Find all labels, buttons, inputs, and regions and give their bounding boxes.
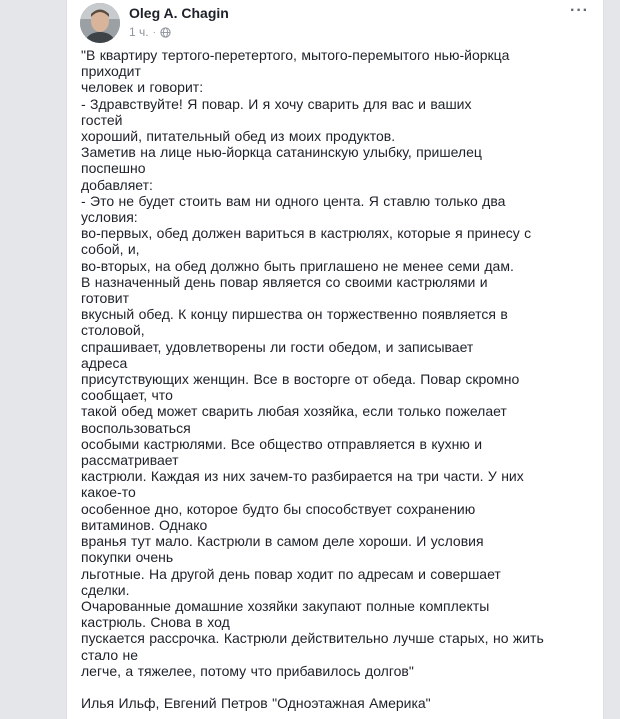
paragraph-gap <box>81 679 541 695</box>
avatar-photo-icon <box>80 3 120 43</box>
post-line: спрашивает, удовлетворены ли гости обедом, и записывает <box>81 338 474 355</box>
post-line: такой обед может сварить любая хозяйка, если только пожелает <box>81 403 507 420</box>
post-line: приходит <box>81 63 141 80</box>
post-line: человек и говорит: <box>81 79 204 96</box>
post-line: присутствующих женщин. Все в восторге от обеда. Повар скромно <box>81 371 520 388</box>
post-line: воспользоваться <box>81 419 191 436</box>
post-line: льготные. На другой день повар ходит по адресам и совершает <box>81 565 501 582</box>
left-background <box>0 0 66 719</box>
post-line: сообщает, что <box>81 387 173 404</box>
post-meta <box>129 25 171 39</box>
post-line: кастрюли. Каждая из них зачем-то разбирается на три части. У них <box>81 468 524 485</box>
post-line: В назначенный день повар является со своими кастрюлями и <box>81 273 488 290</box>
post-line: добавляет: <box>81 176 153 193</box>
right-background <box>604 0 620 719</box>
post-line: во-первых, обед должен вариться в кастрюлях, которые я принесу с <box>81 225 532 242</box>
post-line: во-вторых, на обед должно быть приглашено не менее семи дам. <box>81 257 514 274</box>
post-card <box>66 0 604 719</box>
post-line: Заметив на лице нью-йоркца сатанинскую улыбку, пришелец <box>81 144 482 161</box>
post-line: вкусный обед. К концу пиршества он торжественно появляется в <box>81 306 508 323</box>
post-line: легче, а тяжелее, потому что прибавилось долгов" <box>81 662 414 679</box>
post-line: особыми кастрюлями. Все общество отправляется в кухню и <box>81 435 483 452</box>
post-line: кастрюль. Снова в ход <box>81 614 230 631</box>
post-line: вранья тут мало. Кастрюли в самом деле хороши. И условия <box>81 533 484 550</box>
post-line: - Это не будет стоить вам ни одного цента. Я ставлю только два <box>81 192 506 209</box>
post-line: витаминов. Однако <box>81 516 208 533</box>
post-line: Очарованные домашние хозяйки закупают полные комплекты <box>81 597 490 614</box>
more-options-button[interactable]: ··· <box>570 2 589 19</box>
post-line: стало не <box>81 646 139 663</box>
post-line: "В квартиру тертого-перетертого, мытого-перемытого нью-йоркца <box>81 47 510 63</box>
post-line: готовит <box>81 290 129 307</box>
post-text <box>81 47 544 711</box>
globe-icon[interactable] <box>160 27 171 38</box>
post-line: покупки очень <box>81 549 174 566</box>
post-line: сделки. <box>81 581 130 598</box>
post-line: пускается рассрочка. Кастрюли действительно лучше старых, но жить <box>81 630 544 647</box>
post-line: адреса <box>81 354 128 371</box>
post-line: - Здравствуйте! Я повар. И я хочу сварить для вас и ваших <box>81 95 472 112</box>
post-line: особенное дно, которое будто бы способствует сохранению <box>81 500 476 517</box>
post-line: столовой, <box>81 322 145 339</box>
post-line: хороший, питательный обед из моих продуктов. <box>81 128 396 145</box>
author-name[interactable]: Oleg A. Chagin <box>129 5 229 21</box>
post-line: гостей <box>81 111 123 128</box>
post-line: рассматривает <box>81 452 179 469</box>
post-line: собой, и, <box>81 241 140 258</box>
post-line: поспешно <box>81 160 146 177</box>
avatar[interactable] <box>80 3 120 43</box>
post-line: какое-то <box>81 484 136 501</box>
post-signature: Илья Ильф, Евгений Петров "Одноэтажная Америка" <box>81 694 431 711</box>
post-line: условия: <box>81 209 138 226</box>
post-time[interactable]: 1 ч. <box>129 25 149 39</box>
meta-separator: · <box>152 26 156 38</box>
